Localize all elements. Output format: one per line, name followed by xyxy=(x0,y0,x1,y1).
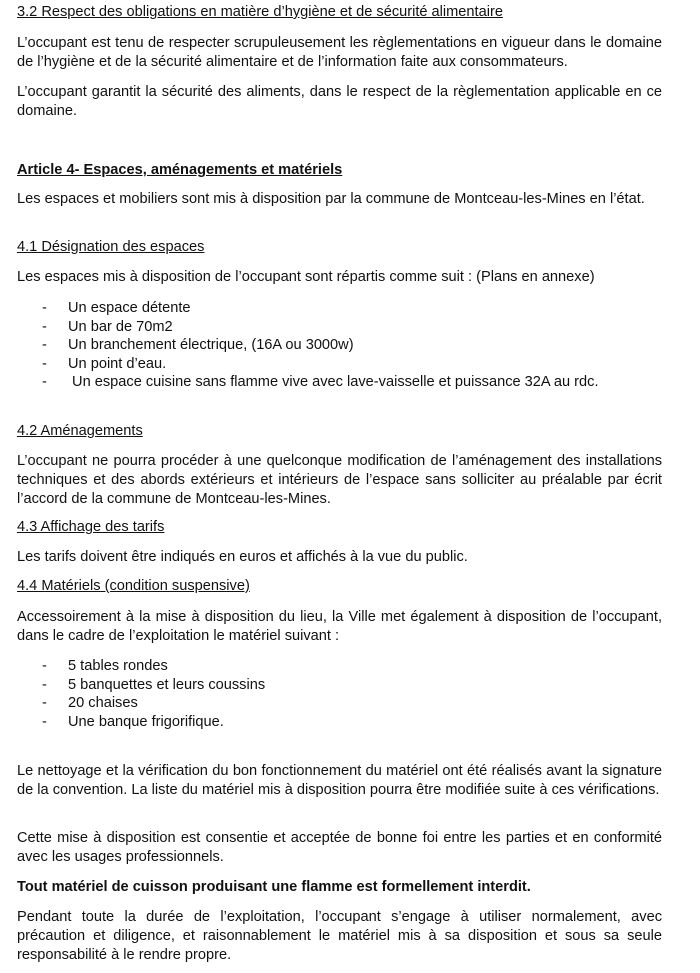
section-4-3-paragraph: Les tarifs doivent être indiqués en euros et affichés à la vue du public. xyxy=(17,549,468,565)
list-item: - 20 chaises xyxy=(42,695,138,711)
section-4-4-paragraph-2: Le nettoyage et la vérification du bon fonctionnement du matériel ont été réalisés avant la signature de la convention. La liste du matériel mis à disposition pourra être modifiée suite à ces vérifications. xyxy=(17,763,662,798)
bullet-dash: - xyxy=(42,676,47,693)
section-4-4-heading: 4.4 Matériels (condition suspensive) xyxy=(17,578,250,594)
section-3-2-heading: 3.2 Respect des obligations en matière d’hygiène et de sécurité alimentaire xyxy=(17,4,503,20)
list-item: - 5 tables rondes xyxy=(42,658,168,674)
list-item: - Un espace cuisine sans flamme vive avec lave-vaisselle et puissance 32A au rdc. xyxy=(42,374,599,390)
list-item: - 5 banquettes et leurs coussins xyxy=(42,676,266,693)
section-4-1-heading: 4.1 Désignation des espaces xyxy=(17,239,205,255)
flame-prohibition-notice: Tout matériel de cuisson produisant une flamme est formellement interdit. xyxy=(17,879,531,895)
list-item: - Une banque frigorifique. xyxy=(42,713,224,730)
bullet-dash: - xyxy=(42,713,47,730)
section-4-2-heading: 4.2 Aménagements xyxy=(17,423,143,439)
list-item: - Un branchement électrique, (16A ou 3000w) xyxy=(42,337,354,353)
section-4-4-paragraph-4: Pendant toute la durée de l’exploitation, l’occupant s’engage à utiliser normalement, avec précaution et diligence, et raisonnablement le matériel mis à sa disposition et sous sa seule responsabilité à le rendre propre. xyxy=(17,909,662,963)
list-item: - Un point d’eau. xyxy=(42,355,167,372)
equipment-list xyxy=(17,657,662,731)
section-4-1-intro: Les espaces mis à disposition de l’occupant sont répartis comme suit : (Plans en annexe) xyxy=(17,269,595,285)
article-4-heading: Article 4- Espaces, aménagements et matériels xyxy=(17,162,343,178)
bullet-dash: - xyxy=(42,658,47,674)
bullet-dash: - xyxy=(42,318,47,335)
section-3-2-paragraph-1: L’occupant est tenu de respecter scrupuleusement les règlementations en vigueur dans le domaine de l’hygiène et de la sécurité alimentaire et de l’information faite aux consommateurs. xyxy=(17,35,662,70)
article-4-intro: Les espaces et mobiliers sont mis à disposition par la commune de Montceau-les-Mines en l’état. xyxy=(17,191,645,207)
bullet-dash: - xyxy=(42,300,47,316)
bullet-dash: - xyxy=(42,337,47,353)
spaces-list xyxy=(17,299,662,392)
section-4-3-heading: 4.3 Affichage des tarifs xyxy=(17,519,165,535)
bullet-dash: - xyxy=(42,355,47,372)
section-4-4-intro: Accessoirement à la mise à disposition du lieu, la Ville met également à disposition de l’occupant, dans le cadre de l’exploitation le matériel suivant : xyxy=(17,609,662,644)
list-item: - Un bar de 70m2 xyxy=(42,318,173,335)
bullet-dash: - xyxy=(42,374,47,390)
section-4-4-paragraph-3: Cette mise à disposition est consentie et acceptée de bonne foi entre les parties et en conformité avec les usages professionnels. xyxy=(17,830,662,865)
bullet-dash: - xyxy=(42,695,47,711)
section-4-2-paragraph: L’occupant ne pourra procéder à une quelconque modification de l’aménagement des installations techniques et des abords extérieurs et intérieurs de l’espace sans solliciter au préalable par écrit l’accord de la commune de Montceau-les-Mines. xyxy=(17,453,662,507)
section-3-2-paragraph-2: L’occupant garantit la sécurité des aliments, dans le respect de la règlementation applicable en ce domaine. xyxy=(17,84,662,119)
list-item: - Un espace détente xyxy=(42,300,191,316)
